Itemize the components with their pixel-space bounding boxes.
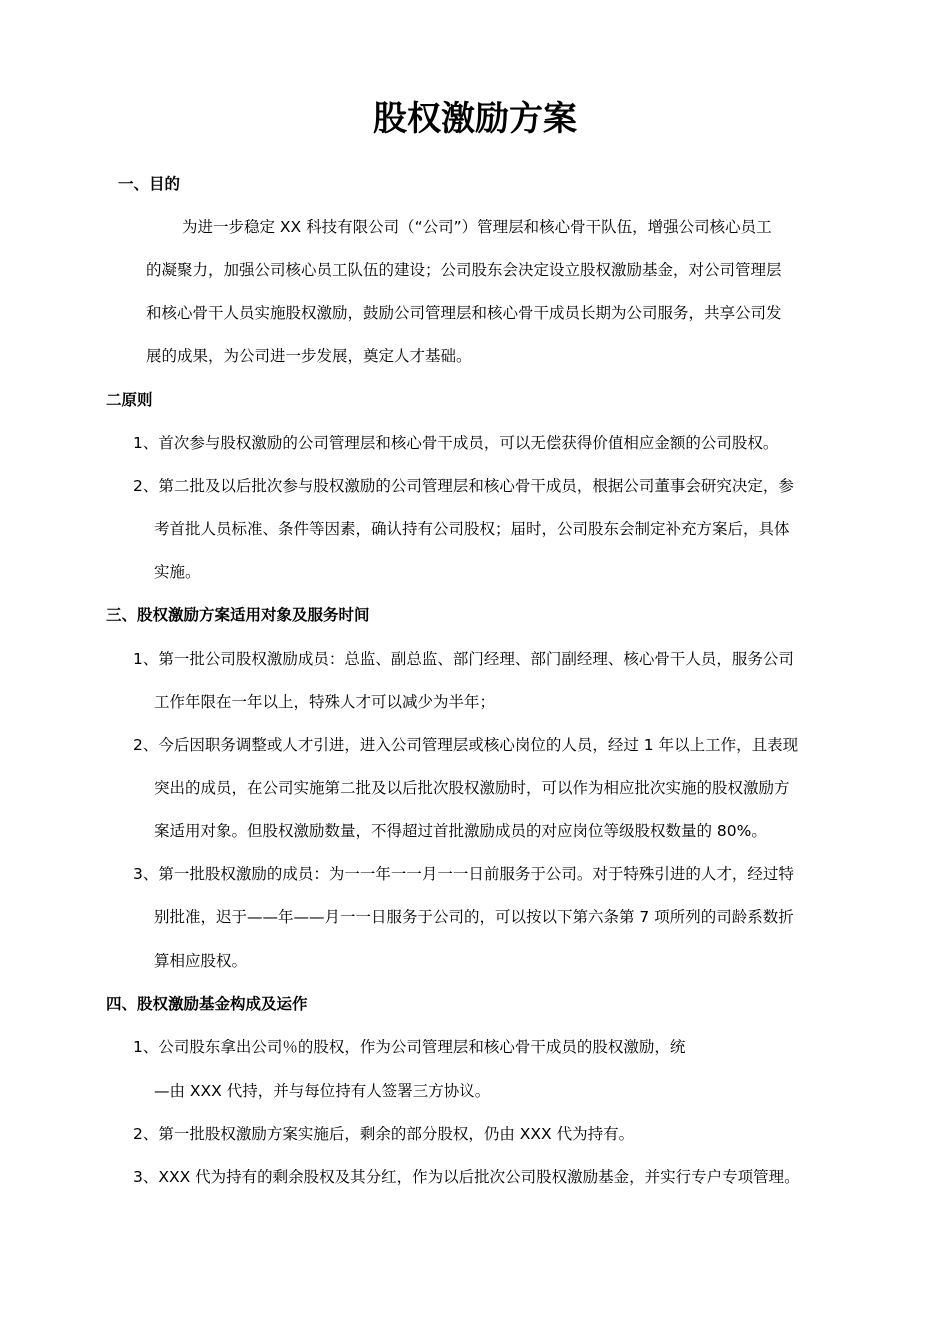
section-heading: 一、目的	[118, 175, 181, 193]
paragraph-line: 的凝聚力，加强公司核心员工队伍的建设；公司股东会决定设立股权激励基金，对公司管理层	[146, 261, 782, 279]
list-item-line: 3、XXX 代为持有的剩余股权及其分红，作为以后批次公司股权激励基金，并实行专户专项管理。	[133, 1168, 800, 1186]
list-item-line: —由 XXX 代持，并与每位持有人签署三方协议。	[154, 1082, 491, 1100]
section-heading: 四、股权激励基金构成及运作	[106, 995, 308, 1013]
list-item-line: 2、第一批股权激励方案实施后，剩余的部分股权，仍由 XXX 代为持有。	[133, 1125, 635, 1143]
list-item-line: 案适用对象。但股权激励数量，不得超过首批激励成员的对应岗位等级股权数量的 80%。	[154, 822, 767, 840]
list-item-line: 实施。	[154, 563, 201, 581]
list-item-line: 2、第二批及以后批次参与股权激励的公司管理层和核心骨干成员，根据公司董事会研究决定，参	[133, 477, 794, 495]
list-item-line: 1、首次参与股权激励的公司管理层和核心骨干成员，可以无偿获得价值相应金额的公司股权。	[133, 434, 779, 452]
section-heading: 二原则	[106, 391, 153, 409]
list-item-line: 2、今后因职务调整或人才引进，进入公司管理层或核心岗位的人员，经过 1 年以上工作，且表现	[133, 736, 799, 754]
list-item-line: 1、公司股东拿出公司％的股权，作为公司管理层和核心骨干成员的股权激励，统	[133, 1038, 686, 1056]
paragraph-line: 和核心骨干人员实施股权激励，鼓励公司管理层和核心骨干成员长期为公司服务，共享公司发	[146, 304, 782, 322]
list-item-line: 算相应股权。	[154, 952, 248, 970]
paragraph-line: 为进一步稳定 XX 科技有限公司（“公司”）管理层和核心骨干队伍，增强公司核心员工	[182, 218, 772, 236]
paragraph-line: 展的成果，为公司进一步发展，奠定人才基础。	[146, 347, 472, 365]
list-item-line: 3、第一批股权激励的成员：为一一年一一月一一日前服务于公司。对于特殊引进的人才，经过特	[133, 865, 794, 883]
document-title: 股权激励方案	[373, 99, 577, 139]
list-item-line: 突出的成员，在公司实施第二批及以后批次股权激励时，可以作为相应批次实施的股权激励方	[154, 779, 790, 797]
list-item-line: 1、第一批公司股权激励成员：总监、副总监、部门经理、部门副经理、核心骨干人员，服务公司	[133, 650, 794, 668]
section-heading: 三、股权激励方案适用对象及服务时间	[106, 606, 370, 624]
list-item-line: 考首批人员标准、条件等因素，确认持有公司股权；届时，公司股东会制定补充方案后，具体	[154, 520, 790, 538]
list-item-line: 别批准，迟于——年——月一一日服务于公司的，可以按以下第六条第 7 项所列的司龄系数折	[154, 908, 794, 926]
list-item-line: 工作年限在一年以上，特殊人才可以减少为半年；	[154, 693, 496, 711]
